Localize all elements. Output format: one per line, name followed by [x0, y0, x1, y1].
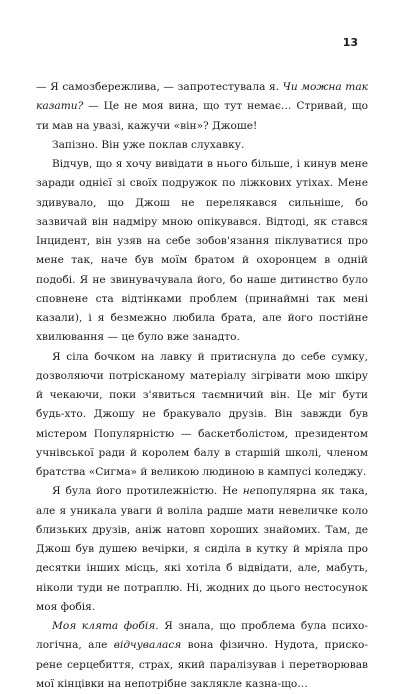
text-run: Я сіла бочком на лавку й притиснула до себе сумку, дозволяючи потрісканому матеріалу зігрівати мою шкіру й чекаючи, поки з'явиться таємничий він. Це міг бути будь-хто. Джошу не бракувало друзів. Він завжди був містером Популярністю — баскетболістом, президентом учнівської ради й королем балу в старшій школі, членом братства «Сигма» й великою людиною в кампусі коледжу.	[36, 350, 368, 478]
italic-text: не	[242, 485, 256, 498]
page-number: 13	[342, 36, 358, 49]
text-run: . Я знала, що проблема була психологічна, але	[36, 620, 369, 652]
text-run: — Я самозбережлива, — запротестувала я.	[36, 81, 283, 93]
italic-text: відчувалася	[113, 639, 182, 652]
italic-text: Моя клята фобія	[52, 620, 156, 632]
paragraph-3	[36, 155, 368, 348]
italic-text: Чи можна так казати?	[36, 81, 368, 113]
text-run: — Це не моя вина, що тут немає… Стривай, що ти мав на увазі, кажучи «він»? Джоше!	[36, 100, 368, 132]
paragraph-5	[36, 482, 368, 617]
text-run: Відчув, що я хочу вивідати в нього більше, і кинув мене заради однієї зі своїх подружок по ліжкових утіхах. Мене здивувало, що Джош не перелякався сильніше, бо зазвичай він надміру мною опікувався. Відтоді, як стався Інцидент, він узяв на себе зобов'язання піклуватися про мене так, наче був моїм братом й охоронцем в одній подобі. Я не звинувачувала його, бо наше дитинство було сповнене ста відтінками проблем (принаймні так мені казали), і я безмежно любила брата, але його постійне хвилювання — це було вже занадто.	[36, 158, 368, 344]
paragraph-1	[36, 78, 368, 136]
text-run: популярна як така, але я уникала уваги й воліла радше мати невеличке коло близьких друзів, аніж натовп хороших знайомих. Там, де Джош був душею вечірки, я сиділа в кутку й мріяла про десятки інших місць, які хотіла б відвідати, але, мабуть, ніколи туди не потраплю. Ні, жодних до цього нестосунок моя фобія.	[36, 485, 368, 613]
paragraph-2	[36, 136, 368, 155]
body-text	[36, 78, 368, 694]
paragraph-4	[36, 348, 368, 483]
paragraph-6	[36, 617, 368, 694]
text-run: Я була його протилежністю. Не	[52, 485, 243, 498]
text-run: Запізно. Він уже поклав слухавку.	[52, 138, 245, 151]
text-run: вона фізично. Нудота, прискорене серцебиття, страх, який паралізував і перетворював мої кінцівки на непотрібне заклякле казна-що…	[36, 639, 368, 690]
